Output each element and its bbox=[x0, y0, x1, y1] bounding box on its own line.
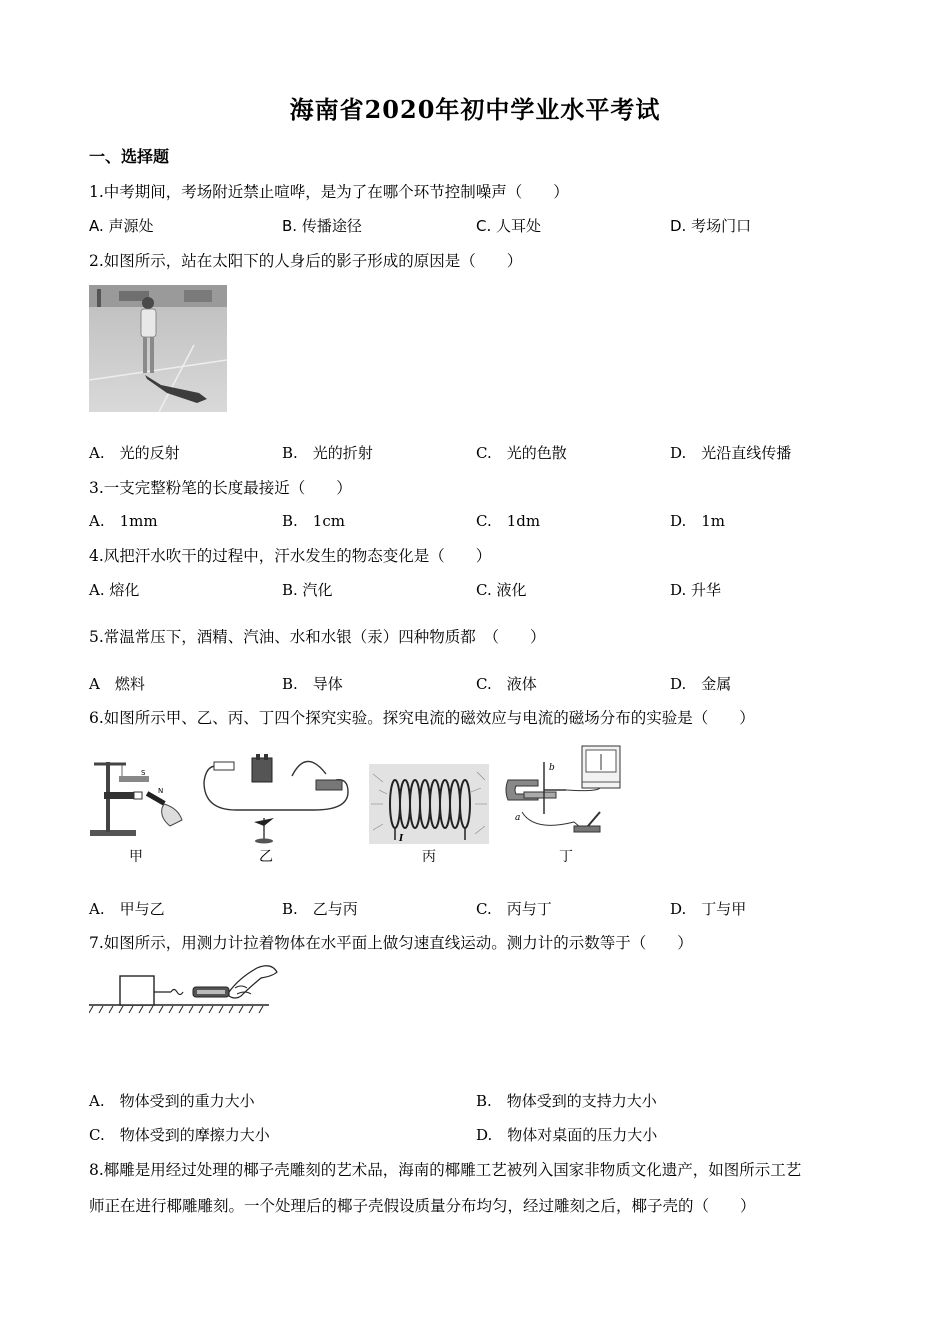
question-3-option-d[interactable]: D. 1m bbox=[670, 512, 726, 530]
experiment-bing-figure bbox=[369, 764, 489, 844]
question-4-option-a[interactable]: A. 熔化 bbox=[89, 581, 140, 599]
question-5-option-a[interactable]: A 燃料 bbox=[89, 675, 145, 693]
shadow-photo bbox=[89, 285, 227, 412]
question-6-option-a[interactable]: A. 甲与乙 bbox=[89, 900, 165, 918]
question-2-stem: 2.如图所示，站在太阳下的人身后的影子形成的原因是（ ） bbox=[89, 252, 523, 270]
question-1-stem: 1.中考期间，考场附近禁止喧哗，是为了在哪个环节控制噪声（ ） bbox=[89, 183, 569, 201]
magnet-n-label: N bbox=[158, 787, 164, 795]
question-6-option-b[interactable]: B. 乙与丙 bbox=[282, 900, 358, 918]
question-5-option-d[interactable]: D. 金属 bbox=[670, 675, 732, 693]
question-3-option-a[interactable]: A. 1mm bbox=[89, 512, 158, 530]
question-2-option-c[interactable]: C. 光的色散 bbox=[476, 444, 567, 462]
question-5-option-b[interactable]: B. 导体 bbox=[282, 675, 343, 693]
page-title: 海南省2020年初中学业水平考试 bbox=[289, 95, 661, 124]
question-4-option-d[interactable]: D. 升华 bbox=[670, 581, 722, 599]
question-3-stem: 3.一支完整粉笔的长度最接近（ ） bbox=[89, 479, 352, 497]
question-7-option-d[interactable]: D. 物体对桌面的压力大小 bbox=[476, 1126, 658, 1144]
question-2-option-a[interactable]: A. 光的反射 bbox=[89, 444, 180, 462]
figure-label-jia: 甲 bbox=[129, 849, 143, 865]
experiment-jia-figure bbox=[86, 756, 186, 840]
question-2-option-d[interactable]: D. 光沿直线传播 bbox=[670, 444, 792, 462]
experiment-yi-figure bbox=[196, 752, 356, 844]
current-i-label: I bbox=[399, 834, 404, 844]
question-3-option-c[interactable]: C. 1dm bbox=[476, 512, 541, 530]
question-4-option-c[interactable]: C. 液化 bbox=[476, 581, 527, 599]
magnet-s-label: S bbox=[141, 769, 146, 777]
question-1-option-d[interactable]: D. 考场门口 bbox=[670, 217, 752, 235]
question-7-option-c[interactable]: C. 物体受到的摩擦力大小 bbox=[89, 1126, 270, 1144]
figure-label-ding: 丁 bbox=[559, 849, 573, 865]
question-6-option-d[interactable]: D. 丁与甲 bbox=[670, 900, 747, 918]
question-6-stem: 6.如图所示甲、乙、丙、丁四个探究实验。探究电流的磁效应与电流的磁场分布的实验是（ ） bbox=[89, 709, 755, 727]
experiment-ding-figure bbox=[504, 742, 626, 844]
question-3-option-b[interactable]: B. 1cm bbox=[282, 512, 345, 530]
question-8-stem-line-2: 师正在进行椰雕雕刻。一个处理后的椰子壳假设质量分布均匀，经过雕刻之后，椰子壳的（ ） bbox=[89, 1197, 756, 1215]
question-7-option-a[interactable]: A. 物体受到的重力大小 bbox=[89, 1092, 255, 1110]
section-heading: 一、选择题 bbox=[89, 147, 170, 166]
question-5-stem: 5.常温常压下，酒精、汽油、水和水银（汞）四种物质都 （ ） bbox=[89, 628, 546, 646]
question-6-option-c[interactable]: C. 丙与丁 bbox=[476, 900, 552, 918]
question-8-stem-line-1: 8.椰雕是用经过处理的椰子壳雕刻的艺术品，海南的椰雕工艺被列入国家非物质文化遗产，如图所示工艺 bbox=[89, 1161, 802, 1179]
question-4-option-b[interactable]: B. 汽化 bbox=[282, 581, 333, 599]
question-1-option-b[interactable]: B. 传播途径 bbox=[282, 217, 362, 235]
figure-label-bing: 丙 bbox=[422, 849, 436, 865]
question-7-stem: 7.如图所示，用测力计拉着物体在水平面上做匀速直线运动。测力计的示数等于（ ） bbox=[89, 934, 693, 952]
question-1-option-a[interactable]: A. 声源处 bbox=[89, 217, 154, 235]
question-2-option-b[interactable]: B. 光的折射 bbox=[282, 444, 373, 462]
galvanometer-b-label: b bbox=[549, 763, 555, 773]
galvanometer-a-label: a bbox=[515, 813, 521, 823]
question-1-option-c[interactable]: C. 人耳处 bbox=[476, 217, 542, 235]
spring-scale-figure bbox=[89, 962, 279, 1018]
question-7-option-b[interactable]: B. 物体受到的支持力大小 bbox=[476, 1092, 657, 1110]
question-5-option-c[interactable]: C. 液体 bbox=[476, 675, 537, 693]
question-4-stem: 4.风把汗水吹干的过程中，汗水发生的物态变化是（ ） bbox=[89, 547, 492, 565]
figure-label-yi: 乙 bbox=[259, 849, 273, 865]
